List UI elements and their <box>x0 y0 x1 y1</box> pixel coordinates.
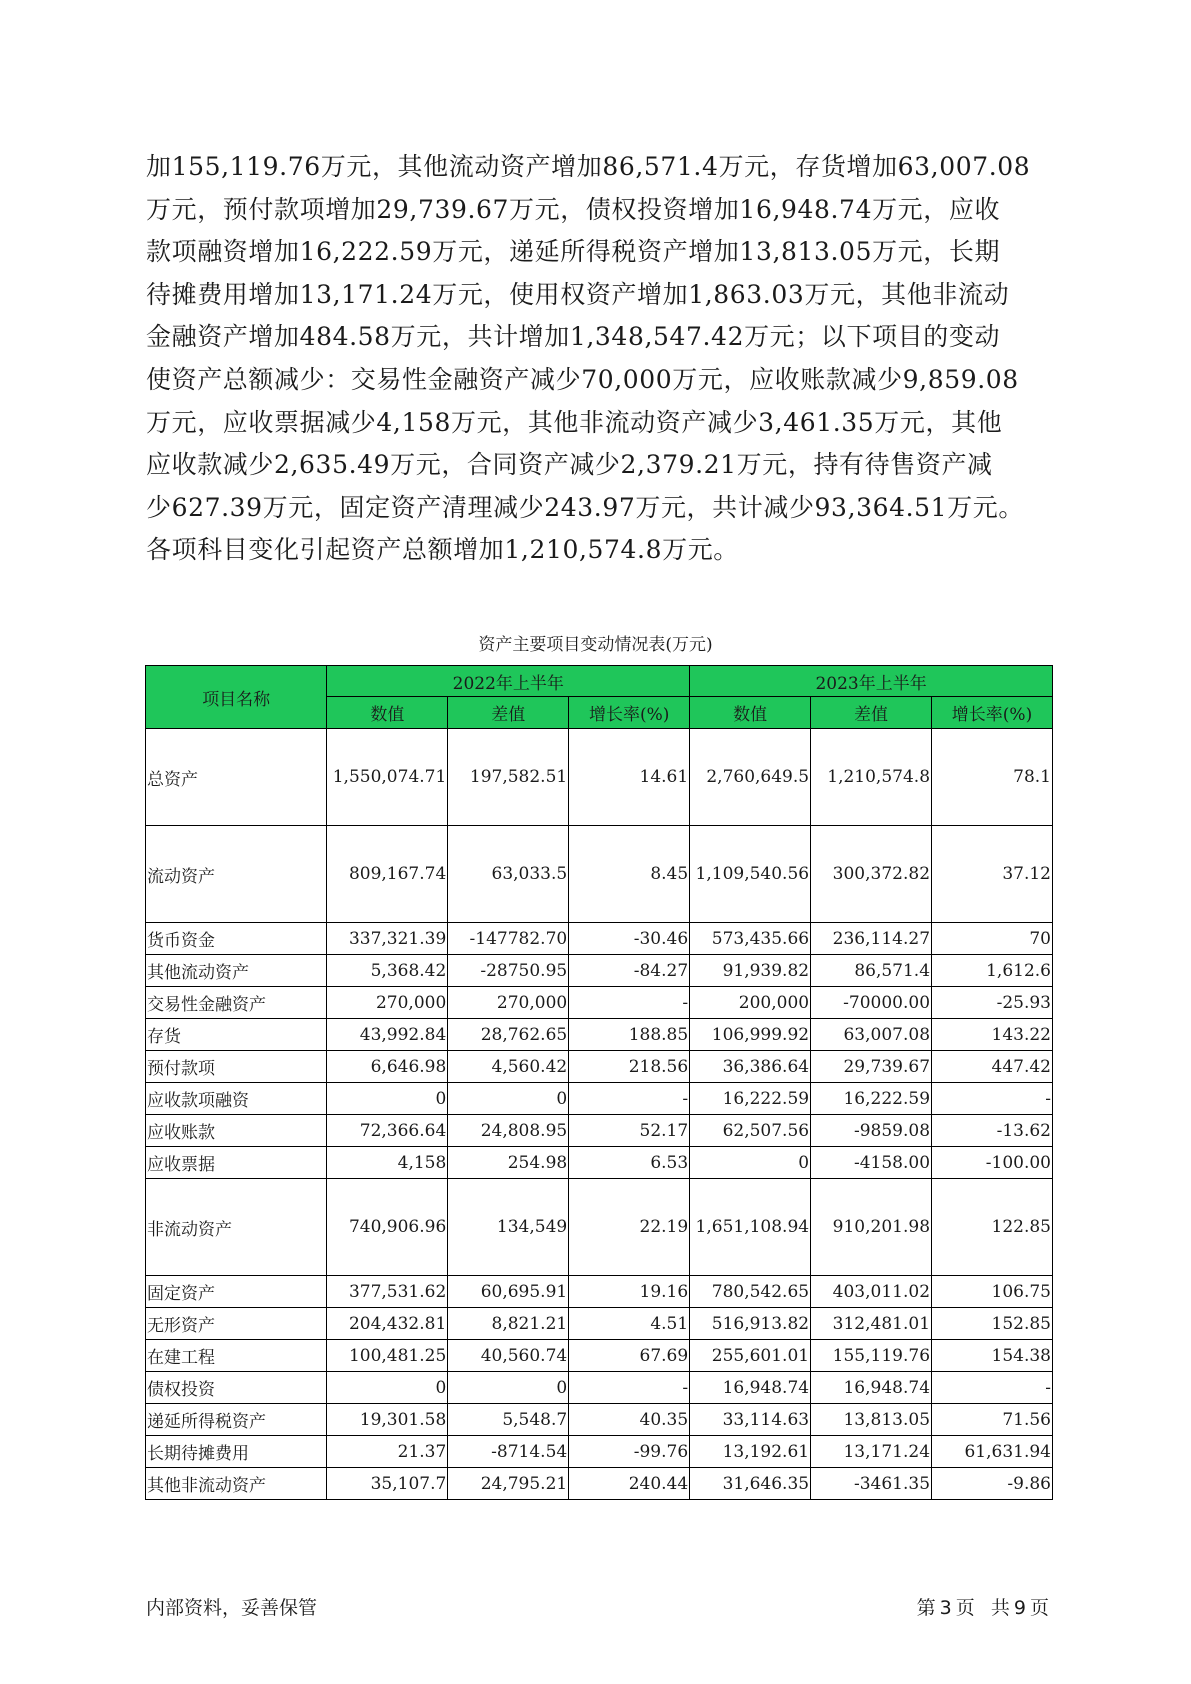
value-2023: 91,939.82 <box>690 955 811 987</box>
header-period-2023: 2023年上半年 <box>690 666 1053 697</box>
growth-2022: -30.46 <box>569 923 690 955</box>
table-row <box>146 1115 1053 1147</box>
value-2022: 100,481.25 <box>327 1340 448 1372</box>
row-item-name: 货币资金 <box>146 923 327 955</box>
row-item-name: 非流动资产 <box>146 1179 327 1276</box>
header-growth-2022: 增长率(%) <box>569 697 690 729</box>
growth-2022: 40.35 <box>569 1404 690 1436</box>
table-row <box>146 923 1053 955</box>
value-2022: 337,321.39 <box>327 923 448 955</box>
growth-2022: 188.85 <box>569 1019 690 1051</box>
diff-2022: 8,821.21 <box>448 1308 569 1340</box>
paragraph-line: 万元，预付款项增加29,739.67万元，债权投资增加16,948.74万元，应收 <box>146 194 1001 224</box>
row-item-name: 固定资产 <box>146 1276 327 1308</box>
row-item-name: 债权投资 <box>146 1372 327 1404</box>
value-2023: 16,948.74 <box>690 1372 811 1404</box>
diff-2022: 24,808.95 <box>448 1115 569 1147</box>
growth-2023: 37.12 <box>932 826 1053 923</box>
diff-2023: -9859.08 <box>811 1115 932 1147</box>
value-2023: 2,760,649.5 <box>690 729 811 826</box>
diff-2022: 24,795.21 <box>448 1468 569 1500</box>
growth-2022: -99.76 <box>569 1436 690 1468</box>
growth-2022: 52.17 <box>569 1115 690 1147</box>
table-row <box>146 1276 1053 1308</box>
growth-2022: - <box>569 1083 690 1115</box>
row-item-name: 应收票据 <box>146 1147 327 1179</box>
value-2023: 62,507.56 <box>690 1115 811 1147</box>
diff-2023: -3461.35 <box>811 1468 932 1500</box>
diff-2023: 13,171.24 <box>811 1436 932 1468</box>
value-2022: 19,301.58 <box>327 1404 448 1436</box>
diff-2022: 270,000 <box>448 987 569 1019</box>
diff-2022: -28750.95 <box>448 955 569 987</box>
value-2022: 0 <box>327 1083 448 1115</box>
growth-2023: 143.22 <box>932 1019 1053 1051</box>
growth-2023: 154.38 <box>932 1340 1053 1372</box>
value-2023: 0 <box>690 1147 811 1179</box>
value-2022: 0 <box>327 1372 448 1404</box>
growth-2023: 61,631.94 <box>932 1436 1053 1468</box>
value-2023: 1,651,108.94 <box>690 1179 811 1276</box>
value-2022: 5,368.42 <box>327 955 448 987</box>
growth-2023: 447.42 <box>932 1051 1053 1083</box>
paragraph-line: 金融资产增加484.58万元，共计增加1,348,547.42万元；以下项目的变动 <box>146 322 1001 352</box>
footer-page-number <box>915 1593 1051 1620</box>
growth-2022: 6.53 <box>569 1147 690 1179</box>
paragraph-line: 万元，应收票据减少4,158万元，其他非流动资产减少3,461.35万元，其他 <box>146 407 1003 437</box>
row-item-name: 流动资产 <box>146 826 327 923</box>
table-row <box>146 1404 1053 1436</box>
body-paragraph <box>146 146 1051 572</box>
value-2023: 13,192.61 <box>690 1436 811 1468</box>
diff-2023: -4158.00 <box>811 1147 932 1179</box>
growth-2022: - <box>569 1372 690 1404</box>
row-item-name: 其他非流动资产 <box>146 1468 327 1500</box>
growth-2023: -9.86 <box>932 1468 1053 1500</box>
row-item-name: 应收账款 <box>146 1115 327 1147</box>
value-2023: 255,601.01 <box>690 1340 811 1372</box>
diff-2022: 60,695.91 <box>448 1276 569 1308</box>
diff-2023: 16,948.74 <box>811 1372 932 1404</box>
value-2022: 21.37 <box>327 1436 448 1468</box>
value-2022: 809,167.74 <box>327 826 448 923</box>
diff-2023: 155,119.76 <box>811 1340 932 1372</box>
diff-2022: -8714.54 <box>448 1436 569 1468</box>
growth-2023: - <box>932 1083 1053 1115</box>
diff-2023: 29,739.67 <box>811 1051 932 1083</box>
table-row <box>146 1179 1053 1276</box>
paragraph-line: 款项融资增加16,222.59万元，递延所得税资产增加13,813.05万元，长期 <box>146 237 1001 267</box>
paragraph-line: 应收款减少2,635.49万元，合同资产减少2,379.21万元，持有待售资产减 <box>146 450 993 480</box>
table-row <box>146 1019 1053 1051</box>
value-2022: 270,000 <box>327 987 448 1019</box>
diff-2023: 910,201.98 <box>811 1179 932 1276</box>
growth-2022: 240.44 <box>569 1468 690 1500</box>
value-2023: 106,999.92 <box>690 1019 811 1051</box>
value-2023: 516,913.82 <box>690 1308 811 1340</box>
diff-2023: 86,571.4 <box>811 955 932 987</box>
diff-2022: 28,762.65 <box>448 1019 569 1051</box>
paragraph-line: 加155,119.76万元，其他流动资产增加86,571.4万元，存货增加63,007.08 <box>146 152 1031 181</box>
row-item-name: 交易性金融资产 <box>146 987 327 1019</box>
page-suffix: 页 <box>1029 1597 1049 1619</box>
asset-change-table <box>145 665 1053 1500</box>
page-mid: 页 <box>955 1597 975 1619</box>
paragraph-line: 使资产总额减少：交易性金融资产减少70,000万元，应收账款减少9,859.08 <box>146 364 1019 394</box>
table-row <box>146 1051 1053 1083</box>
table-row <box>146 1340 1053 1372</box>
diff-2023: 312,481.01 <box>811 1308 932 1340</box>
row-item-name: 总资产 <box>146 729 327 826</box>
diff-2022: -147782.70 <box>448 923 569 955</box>
diff-2022: 4,560.42 <box>448 1051 569 1083</box>
row-item-name: 存货 <box>146 1019 327 1051</box>
row-item-name: 在建工程 <box>146 1340 327 1372</box>
row-item-name: 预付款项 <box>146 1051 327 1083</box>
diff-2022: 5,548.7 <box>448 1404 569 1436</box>
table-row <box>146 729 1053 826</box>
diff-2023: 63,007.08 <box>811 1019 932 1051</box>
growth-2022: 218.56 <box>569 1051 690 1083</box>
paragraph-line: 待摊费用增加13,171.24万元，使用权资产增加1,863.03万元，其他非流动 <box>146 279 1010 309</box>
table-caption: 资产主要项目变动情况表(万元) <box>478 635 713 655</box>
growth-2022: 67.69 <box>569 1340 690 1372</box>
table-row <box>146 1372 1053 1404</box>
diff-2023: 236,114.27 <box>811 923 932 955</box>
table-row <box>146 1436 1053 1468</box>
value-2022: 72,366.64 <box>327 1115 448 1147</box>
growth-2023: 1,612.6 <box>932 955 1053 987</box>
row-item-name: 递延所得税资产 <box>146 1404 327 1436</box>
growth-2022: 22.19 <box>569 1179 690 1276</box>
paragraph-line: 少627.39万元，固定资产清理减少243.97万元，共计减少93,364.51万元。 <box>146 492 1024 522</box>
row-item-name: 无形资产 <box>146 1308 327 1340</box>
diff-2023: 13,813.05 <box>811 1404 932 1436</box>
growth-2023: -13.62 <box>932 1115 1053 1147</box>
diff-2022: 254.98 <box>448 1147 569 1179</box>
growth-2023: 71.56 <box>932 1404 1053 1436</box>
value-2023: 780,542.65 <box>690 1276 811 1308</box>
table-row <box>146 955 1053 987</box>
header-value-2022: 数值 <box>327 697 448 729</box>
value-2023: 36,386.64 <box>690 1051 811 1083</box>
value-2022: 377,531.62 <box>327 1276 448 1308</box>
diff-2023: 300,372.82 <box>811 826 932 923</box>
paragraph-line: 各项科目变化引起资产总额增加1,210,574.8万元。 <box>146 535 739 565</box>
page-total: 9 <box>1013 1597 1026 1619</box>
value-2023: 1,109,540.56 <box>690 826 811 923</box>
growth-2022: 4.51 <box>569 1308 690 1340</box>
value-2022: 6,646.98 <box>327 1051 448 1083</box>
diff-2023: -70000.00 <box>811 987 932 1019</box>
page-prefix: 第 <box>916 1597 936 1619</box>
value-2023: 200,000 <box>690 987 811 1019</box>
growth-2023: 152.85 <box>932 1308 1053 1340</box>
diff-2023: 16,222.59 <box>811 1083 932 1115</box>
page-current: 3 <box>939 1597 952 1619</box>
value-2023: 33,114.63 <box>690 1404 811 1436</box>
diff-2022: 63,033.5 <box>448 826 569 923</box>
value-2022: 1,550,074.71 <box>327 729 448 826</box>
growth-2023: 78.1 <box>932 729 1053 826</box>
diff-2023: 1,210,574.8 <box>811 729 932 826</box>
header-growth-2023: 增长率(%) <box>932 697 1053 729</box>
diff-2022: 197,582.51 <box>448 729 569 826</box>
header-diff-2022: 差值 <box>448 697 569 729</box>
growth-2023: 106.75 <box>932 1276 1053 1308</box>
table-row <box>146 1468 1053 1500</box>
diff-2022: 0 <box>448 1372 569 1404</box>
value-2022: 204,432.81 <box>327 1308 448 1340</box>
growth-2023: -100.00 <box>932 1147 1053 1179</box>
table-row <box>146 1147 1053 1179</box>
table-row <box>146 1083 1053 1115</box>
growth-2023: -25.93 <box>932 987 1053 1019</box>
row-item-name: 应收款项融资 <box>146 1083 327 1115</box>
growth-2022: -84.27 <box>569 955 690 987</box>
header-diff-2023: 差值 <box>811 697 932 729</box>
header-period-2022: 2022年上半年 <box>327 666 690 697</box>
diff-2023: 403,011.02 <box>811 1276 932 1308</box>
header-value-2023: 数值 <box>690 697 811 729</box>
row-item-name: 长期待摊费用 <box>146 1436 327 1468</box>
diff-2022: 40,560.74 <box>448 1340 569 1372</box>
growth-2022: - <box>569 987 690 1019</box>
value-2023: 31,646.35 <box>690 1468 811 1500</box>
value-2022: 740,906.96 <box>327 1179 448 1276</box>
growth-2022: 19.16 <box>569 1276 690 1308</box>
growth-2023: 122.85 <box>932 1179 1053 1276</box>
page-total-prefix: 共 <box>990 1597 1010 1619</box>
value-2022: 35,107.7 <box>327 1468 448 1500</box>
table-body <box>146 729 1053 1500</box>
value-2022: 43,992.84 <box>327 1019 448 1051</box>
growth-2022: 14.61 <box>569 729 690 826</box>
header-item-name: 项目名称 <box>146 666 327 729</box>
diff-2022: 0 <box>448 1083 569 1115</box>
growth-2022: 8.45 <box>569 826 690 923</box>
value-2022: 4,158 <box>327 1147 448 1179</box>
table-row <box>146 987 1053 1019</box>
value-2023: 573,435.66 <box>690 923 811 955</box>
footer-confidential-note: 内部资料，妥善保管 <box>146 1597 318 1619</box>
table-row <box>146 1308 1053 1340</box>
growth-2023: - <box>932 1372 1053 1404</box>
row-item-name: 其他流动资产 <box>146 955 327 987</box>
growth-2023: 70 <box>932 923 1053 955</box>
diff-2022: 134,549 <box>448 1179 569 1276</box>
value-2023: 16,222.59 <box>690 1083 811 1115</box>
table-row <box>146 826 1053 923</box>
